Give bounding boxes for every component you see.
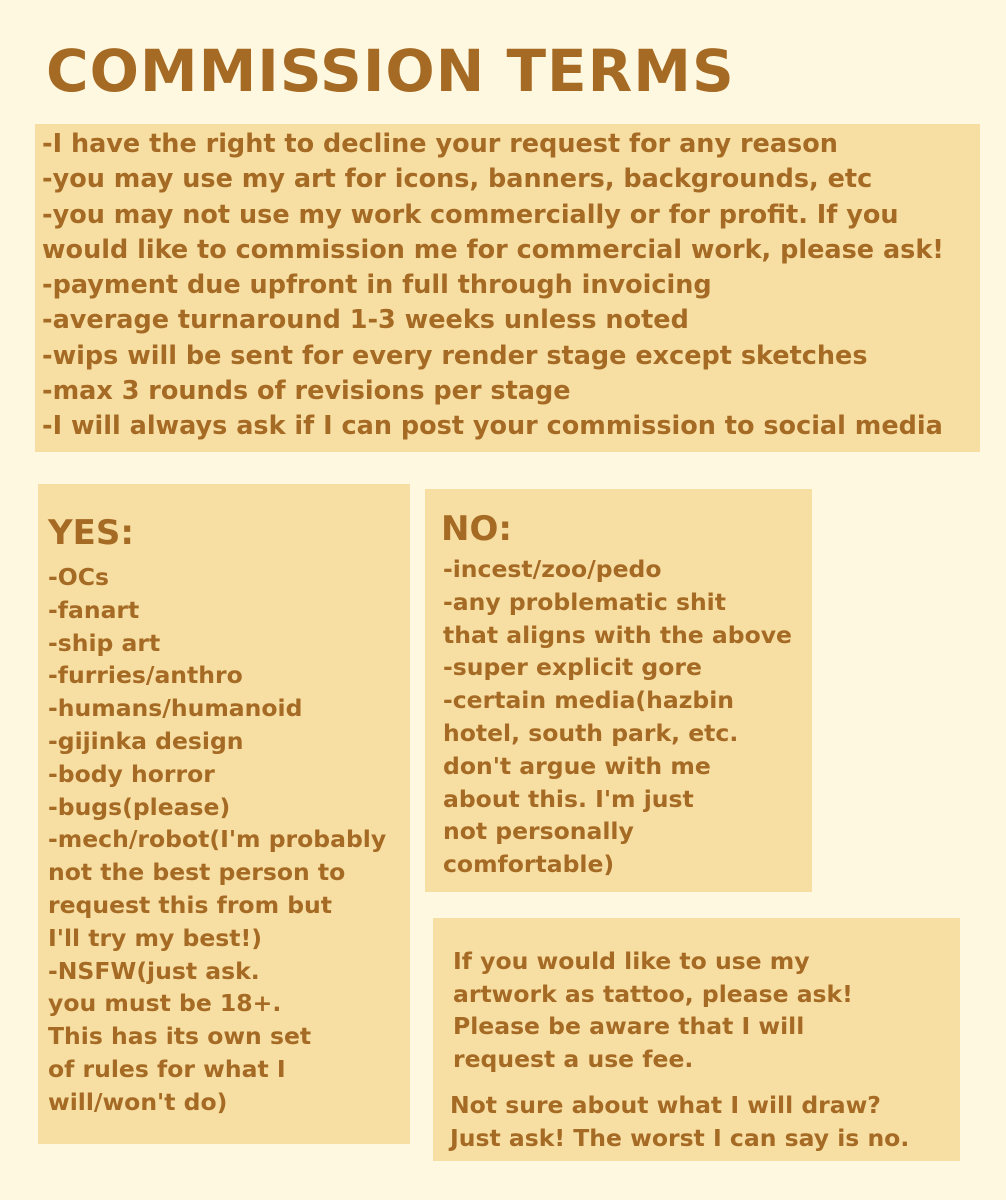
terms-panel [35,124,980,452]
list-item: hotel, south park, etc. [443,718,739,747]
note-line: Please be aware that I will [453,1012,805,1040]
terms-line: -wips will be sent for every render stage except sketches [42,340,868,371]
list-item: not the best person to [48,858,346,887]
terms-line: -average turnaround 1-3 weeks unless noted [42,305,689,336]
note-line: Just ask! The worst I can say is no. [450,1123,910,1152]
list-item: -bugs(please) [48,792,231,821]
list-item: request this from but [48,890,333,919]
yes-list [48,561,386,1119]
terms-line: -you may use my art for icons, banners, backgrounds, etc [42,164,873,195]
no-list [443,553,792,881]
list-item: of rules for what I [48,1054,286,1083]
list-item: -super explicit gore [443,653,702,682]
list-item: This has its own set [48,1022,312,1051]
terms-line: -you may not use my work commercially or for profit. If you [42,199,899,230]
list-item: -OCs [48,563,109,591]
list-item: -gijinka design [48,726,244,755]
yes-panel [38,484,410,1144]
terms-line: -I have the right to decline your request for any reason [42,129,838,159]
note-line: Not sure about what I will draw? [450,1091,881,1119]
list-item: you must be 18+. [48,989,282,1018]
tattoo-note-panel [433,918,960,1161]
terms-line: would like to commission me for commercial work, please ask! [42,234,944,265]
list-item: I'll try my best!) [48,923,262,952]
note-line: request a use fee. [453,1044,694,1073]
list-item: -humans/humanoid [48,694,303,723]
list-item: -ship art [48,628,161,657]
list-item: don't argue with me [443,751,711,780]
no-panel [425,489,812,892]
page-title: COMMISSION TERMS [46,37,735,105]
list-item: -fanart [48,595,140,624]
note-line: artwork as tattoo, please ask! [453,979,853,1008]
list-item: -incest/zoo/pedo [443,555,662,583]
list-item: -mech/robot(I'm probably [48,825,387,854]
list-item: that aligns with the above [443,620,793,649]
yes-heading: YES: [48,513,134,553]
closing-note [450,1089,909,1154]
list-item: -any problematic shit [443,587,726,616]
list-item: -NSFW(just ask. [48,956,260,985]
list-item: about this. I'm just [443,784,694,813]
list-item: comfortable) [443,850,615,879]
list-item: -certain media(hazbin [443,686,735,715]
terms-line: -max 3 rounds of revisions per stage [42,376,571,407]
terms-line: -I will always ask if I can post your commission to social media [42,411,943,442]
list-item: -furries/anthro [48,661,243,690]
note-line: If you would like to use my [453,947,810,975]
terms-list [42,127,944,445]
no-heading: NO: [441,509,512,549]
list-item: not personally [443,817,634,846]
list-item: will/won't do) [48,1087,228,1116]
list-item: -body horror [48,759,215,788]
terms-line: -payment due upfront in full through invoicing [42,270,712,301]
tattoo-note [453,945,853,1075]
